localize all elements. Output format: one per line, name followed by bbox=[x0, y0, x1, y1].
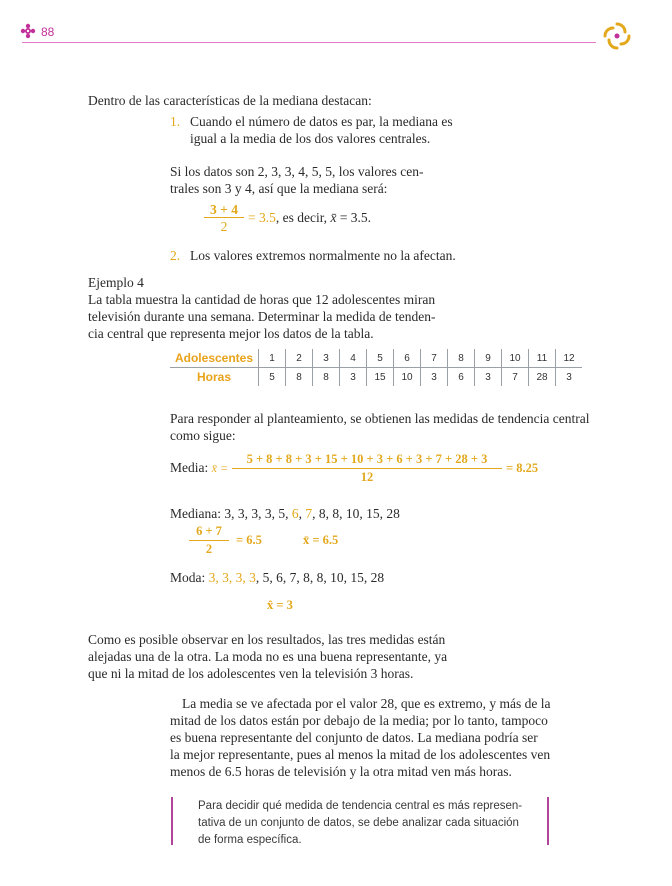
conclusion-text-3: es buena representante del conjunto de datos. La mediana podría ser bbox=[170, 730, 538, 745]
table-cell: 4 bbox=[340, 349, 367, 368]
table-cell: 6 bbox=[394, 349, 421, 368]
table-cell: 8 bbox=[286, 368, 313, 387]
table-cell: 3 bbox=[313, 349, 340, 368]
mediana-numerator: 6 + 7 bbox=[196, 524, 222, 538]
formula-result: = 3.5 bbox=[248, 210, 276, 225]
example-line-1: Si los datos son 2, 3, 3, 4, 5, 5, los valores cen- bbox=[170, 164, 424, 179]
media-denominator: 12 bbox=[360, 470, 374, 484]
moda-rest: , 5, 6, 7, 8, 8, 10, 15, 28 bbox=[255, 570, 385, 585]
table-cell: 2 bbox=[286, 349, 313, 368]
table-cell: 11 bbox=[529, 349, 556, 368]
table-cell: 9 bbox=[475, 349, 502, 368]
media-numerator: 5 + 8 + 8 + 3 + 15 + 10 + 3 + 6 + 3 + 7 + 28 + 3 bbox=[246, 452, 488, 466]
tip-line-1: Para decidir qué medida de tendencia central es más represen- bbox=[198, 800, 523, 812]
list-text: Los valores extremos normalmente no la afectan. bbox=[190, 248, 456, 263]
table-cell: 12 bbox=[556, 349, 583, 368]
table-cell: 8 bbox=[448, 349, 475, 368]
tip-right-bar bbox=[547, 797, 549, 845]
xbar-symbol: x̄ = bbox=[211, 461, 229, 475]
page-number: 88 bbox=[41, 25, 55, 39]
mediana-central-1: 6 bbox=[291, 506, 299, 521]
tip-left-bar bbox=[171, 797, 173, 845]
example-title: Ejemplo 4 bbox=[88, 275, 144, 290]
data-table bbox=[170, 349, 582, 386]
flower-ornament-icon bbox=[20, 23, 36, 39]
example-text-1: La tabla muestra la cantidad de horas que 12 adolescentes miran bbox=[88, 292, 436, 307]
xbar-symbol: x̄ bbox=[330, 210, 337, 225]
example-text-2: televisión durante una semana. Determinar la medida de tenden- bbox=[88, 309, 436, 324]
tip-line-2: tativa de un conjunto de datos, se debe analizar cada situación bbox=[198, 817, 519, 829]
respond-text-1: Para responder al planteamiento, se obtienen las medidas de tendencia central bbox=[170, 411, 590, 426]
swirl-logo-icon bbox=[601, 20, 633, 52]
example-line-2: trales son 3 y 4, así que la mediana será: bbox=[170, 181, 388, 196]
table-cell: 28 bbox=[529, 368, 556, 387]
moda-result: x̂ = 3 bbox=[267, 598, 293, 612]
conclusion-text-1: La media se ve afectada por el valor 28, que es extremo, y más de la bbox=[182, 696, 551, 711]
observe-text-3: que ni la mitad de los adolescentes ven la televisión 3 horas. bbox=[88, 666, 414, 681]
tip-box bbox=[198, 798, 538, 849]
row-header: Adolescentes bbox=[170, 349, 259, 368]
mediana-denominator: 2 bbox=[205, 542, 213, 556]
table-cell: 8 bbox=[313, 368, 340, 387]
header-rule bbox=[22, 42, 596, 43]
mediana-central-2: 7 bbox=[305, 506, 313, 521]
tip-line-3: de forma específica. bbox=[198, 834, 302, 846]
list-item-1-cont: igual a la media de los dos valores centrales. bbox=[190, 131, 431, 146]
table-cell: 5 bbox=[259, 368, 286, 387]
table-cell: 1 bbox=[259, 349, 286, 368]
formula-denominator: 2 bbox=[220, 219, 228, 234]
table-cell: 5 bbox=[367, 349, 394, 368]
formula-rest: , es decir, bbox=[275, 210, 331, 225]
table-cell: 3 bbox=[421, 368, 448, 387]
list-number: 1. bbox=[170, 114, 181, 129]
observe-text-2: alejadas una de la otra. La moda no es una buena representante, ya bbox=[88, 649, 448, 664]
list-text: Cuando el número de datos es par, la mediana es bbox=[190, 114, 453, 129]
table-cell: 10 bbox=[394, 368, 421, 387]
intro-text: Dentro de las características de la mediana destacan: bbox=[88, 93, 372, 108]
mediana-line bbox=[170, 505, 400, 522]
mediana-label: Mediana: bbox=[170, 506, 225, 521]
table-row-adolescentes bbox=[170, 349, 582, 368]
list-item-1 bbox=[170, 113, 453, 130]
respond-text-2: como sigue: bbox=[170, 428, 236, 443]
mediana-xbar: x̄ = 6.5 bbox=[303, 533, 339, 547]
observe-text-1: Como es posible observar en los resultados, las tres medidas están bbox=[88, 632, 446, 647]
mediana-post: , 8, 8, 10, 15, 28 bbox=[312, 506, 400, 521]
conclusion-text-2: mitad de los datos están por debajo de la media; por lo tanto, tampoco bbox=[170, 713, 548, 728]
moda-line bbox=[170, 569, 384, 586]
table-cell: 3 bbox=[556, 368, 583, 387]
mediana-pre: 3, 3, 3, 3, 5, bbox=[224, 506, 292, 521]
list-item-2 bbox=[170, 247, 456, 264]
table-cell: 10 bbox=[502, 349, 529, 368]
example-text-3: cia central que representa mejor los datos de la tabla. bbox=[88, 326, 374, 341]
table-cell: 6 bbox=[448, 368, 475, 387]
table-cell: 15 bbox=[367, 368, 394, 387]
media-label-line bbox=[170, 459, 228, 477]
table-cell: 3 bbox=[340, 368, 367, 387]
moda-highlight: 3, 3, 3, 3 bbox=[208, 570, 256, 585]
media-result: = 8.25 bbox=[506, 461, 539, 475]
mediana-comma: , bbox=[298, 506, 306, 521]
conclusion-text-5: menos de 6.5 horas de televisión y la otra mitad ven más horas. bbox=[170, 764, 512, 779]
table-cell: 7 bbox=[421, 349, 448, 368]
mediana-result: = 6.5 bbox=[236, 533, 262, 547]
row-header: Horas bbox=[196, 369, 231, 384]
media-label: Media: bbox=[170, 460, 212, 475]
moda-label: Moda: bbox=[170, 570, 209, 585]
conclusion-text-4: la mejor representante, pues al menos la mitad de los adolescentes ven bbox=[170, 747, 551, 762]
formula-eq: = 3.5. bbox=[336, 210, 372, 225]
table-cell: 7 bbox=[502, 368, 529, 387]
formula-numerator: 3 + 4 bbox=[210, 202, 238, 217]
formula-result-line bbox=[248, 209, 371, 226]
table-row-horas bbox=[170, 368, 582, 387]
list-number: 2. bbox=[170, 248, 181, 263]
table-cell: 3 bbox=[475, 368, 502, 387]
